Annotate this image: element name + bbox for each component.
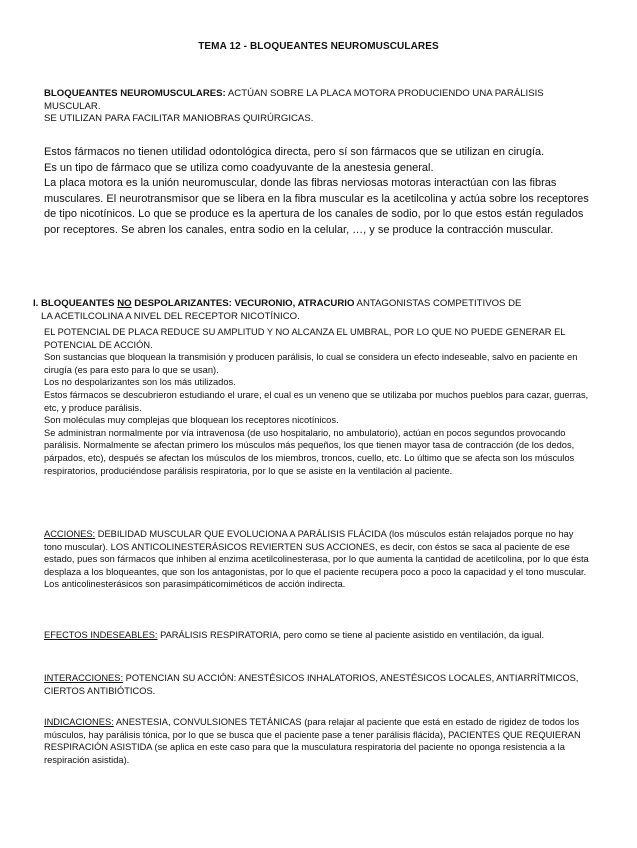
- section-line: EL POTENCIAL DE PLACA REDUCE SU AMPLITUD Y NO ALCANZA EL UMBRAL, POR LO QUE NO PUEDE GENERAR EL POTENCIAL DE ACCIÓN.: [44, 327, 566, 350]
- intro-paragraph: [44, 145, 589, 238]
- section-heading-line-2: LA ACETILCOLINA A NIVEL DEL RECEPTOR NICOTÍNICO.: [41, 310, 300, 322]
- acciones-block: [44, 528, 589, 591]
- section-line: Se administran normalmente por vía intravenosa (de uso hospitalario, no ambulatorio), actúan en pocos segundos provocando parálisis. Normalmente se afectan primero los músculos más pequeños, los que tienen mayor tasa de contracción (de los dedos, párpados, etc), después se afectan los músculos de los miembros, troncos, cuello, etc. Lo último que se afecta son los músculos respiratorios, produciéndose parálisis respiratoria, por lo que se asiste en la ventilación al paciente.: [44, 427, 575, 476]
- section-heading-a: BLOQUEANTES: [41, 298, 118, 309]
- intro-definition: [44, 88, 589, 113]
- section-line: Estos fármacos se descubrieron estudiando el urare, el cual es un veneno que se utilizaba por muchos pueblos para cazar, guerras, etc, y produce parálisis.: [44, 389, 589, 413]
- efectos-paragraph: [44, 629, 589, 642]
- interacciones-paragraph: [44, 672, 589, 697]
- paragraph-line-2: Es un tipo de fármaco que se utiliza como coadyuvante de la anestesia general.: [44, 161, 434, 174]
- efectos-text: PARÁLISIS RESPIRATORIA, pero como se tiene al paciente asistido en ventilación, da igual.: [157, 630, 545, 640]
- interacciones-text: POTENCIAN SU ACCIÓN: ANESTÉSICOS INHALATORIOS, ANESTÉSICOS LOCALES, ANTIARRÍTMICOS, CIERTOS ANTIBIÓTICOS.: [44, 673, 579, 696]
- interacciones-block: [44, 672, 589, 697]
- efectos-block: [44, 629, 589, 642]
- acciones-paragraph: [44, 528, 589, 591]
- section-number: I.: [33, 298, 41, 309]
- acciones-text: DEBILIDAD MUSCULAR QUE EVOLUCIONA A PARÁLISIS FLÁCIDA (los músculos están relajados porque no hay tono muscular). LOS ANTICOLINESTERÁSICOS REVIERTEN SUS ACCIONES, es decir, con éstos se saca al paciente de ese estado, pues son fármacos que inhiben al enzima acetilcolinesterasa, por lo que aumenta la cantidad de acetilcolina, por lo que ésta desplaza a los bloqueantes, que son los antagonistas, por lo que el paciente recupera poco a poco la capacidad y el tono muscular. Los anticolinesterásicos son parasimpáticomiméticos de acción indirecta.: [44, 529, 589, 590]
- paragraph-line-1: Estos fármacos no tienen utilidad odontológica directa, pero sí son fármacos que se utilizan en cirugía.: [44, 146, 545, 158]
- intro-heading-text: ACTÚAN SOBRE LA PLACA MOTORA PRODUCIENDO UNA PARÁLISIS MUSCULAR.: [44, 88, 544, 112]
- section-heading-no: NO: [117, 298, 132, 309]
- section-heading-rest: ANTAGONISTAS COMPETITIVOS DE: [354, 298, 522, 309]
- intro-block: [44, 88, 589, 126]
- efectos-label: EFECTOS INDESEABLES:: [44, 630, 158, 640]
- section-body: [44, 326, 589, 477]
- paragraph-line-3: La placa motora es la unión neuromuscular, donde las fibras nerviosas motoras interactúan con las fibras musculares. El neurotransmisor que se libera en la fibra muscular es la acetilcolina y actúa sobre los receptores de tipo nicotínicos. Lo que se produce es la apertura de los canales de sodio, por lo que estos están regulados por receptores. Se abren los canales, entra sodio en la celular, …, y se produce la contracción muscular.: [44, 177, 589, 236]
- acciones-label: ACCIONES:: [44, 529, 96, 539]
- section-heading-drugs: DESPOLARIZANTES: VECURONIO, ATRACURIO: [131, 298, 355, 309]
- section-line: Los no despolarizantes son los más utilizados.: [44, 377, 236, 388]
- indicaciones-label: INDICACIONES:: [44, 717, 114, 727]
- section-line: Son moléculas muy complejas que bloquean los receptores nicotínicos.: [44, 415, 339, 426]
- section-line: Son sustancias que bloquean la transmisión y producen parálisis, lo cual se considera un efecto indeseable, salvo en paciente en cirugía (es para esto para lo que se usan).: [44, 352, 578, 375]
- intro-heading: BLOQUEANTES NEUROMUSCULARES:: [44, 88, 226, 99]
- indicaciones-text: ANESTESIA, CONVULSIONES TETÁNICAS (para relajar al paciente que está en estado de rigidez de todos los músculos, hay parálisis tónica, por lo que se busca que el paciente pase a tener parálisis flácida), PACIENTES QUE REQUIERAN RESPIRACIÓN ASISTIDA (se aplica en este caso para que la musculatura respiratoria del paciente no oponga resistencia a la respiración asistida).: [44, 717, 581, 765]
- intro-usage: SE UTILIZAN PARA FACILITAR MANIOBRAS QUIRÚRGICAS.: [44, 113, 314, 124]
- page-title: TEMA 12 - BLOQUEANTES NEUROMUSCULARES: [198, 41, 439, 52]
- interacciones-label: INTERACCIONES:: [44, 673, 124, 683]
- indicaciones-paragraph: [44, 716, 589, 766]
- section-heading: [33, 298, 593, 323]
- indicaciones-block: [44, 716, 589, 766]
- section-heading-line-1: [33, 298, 593, 311]
